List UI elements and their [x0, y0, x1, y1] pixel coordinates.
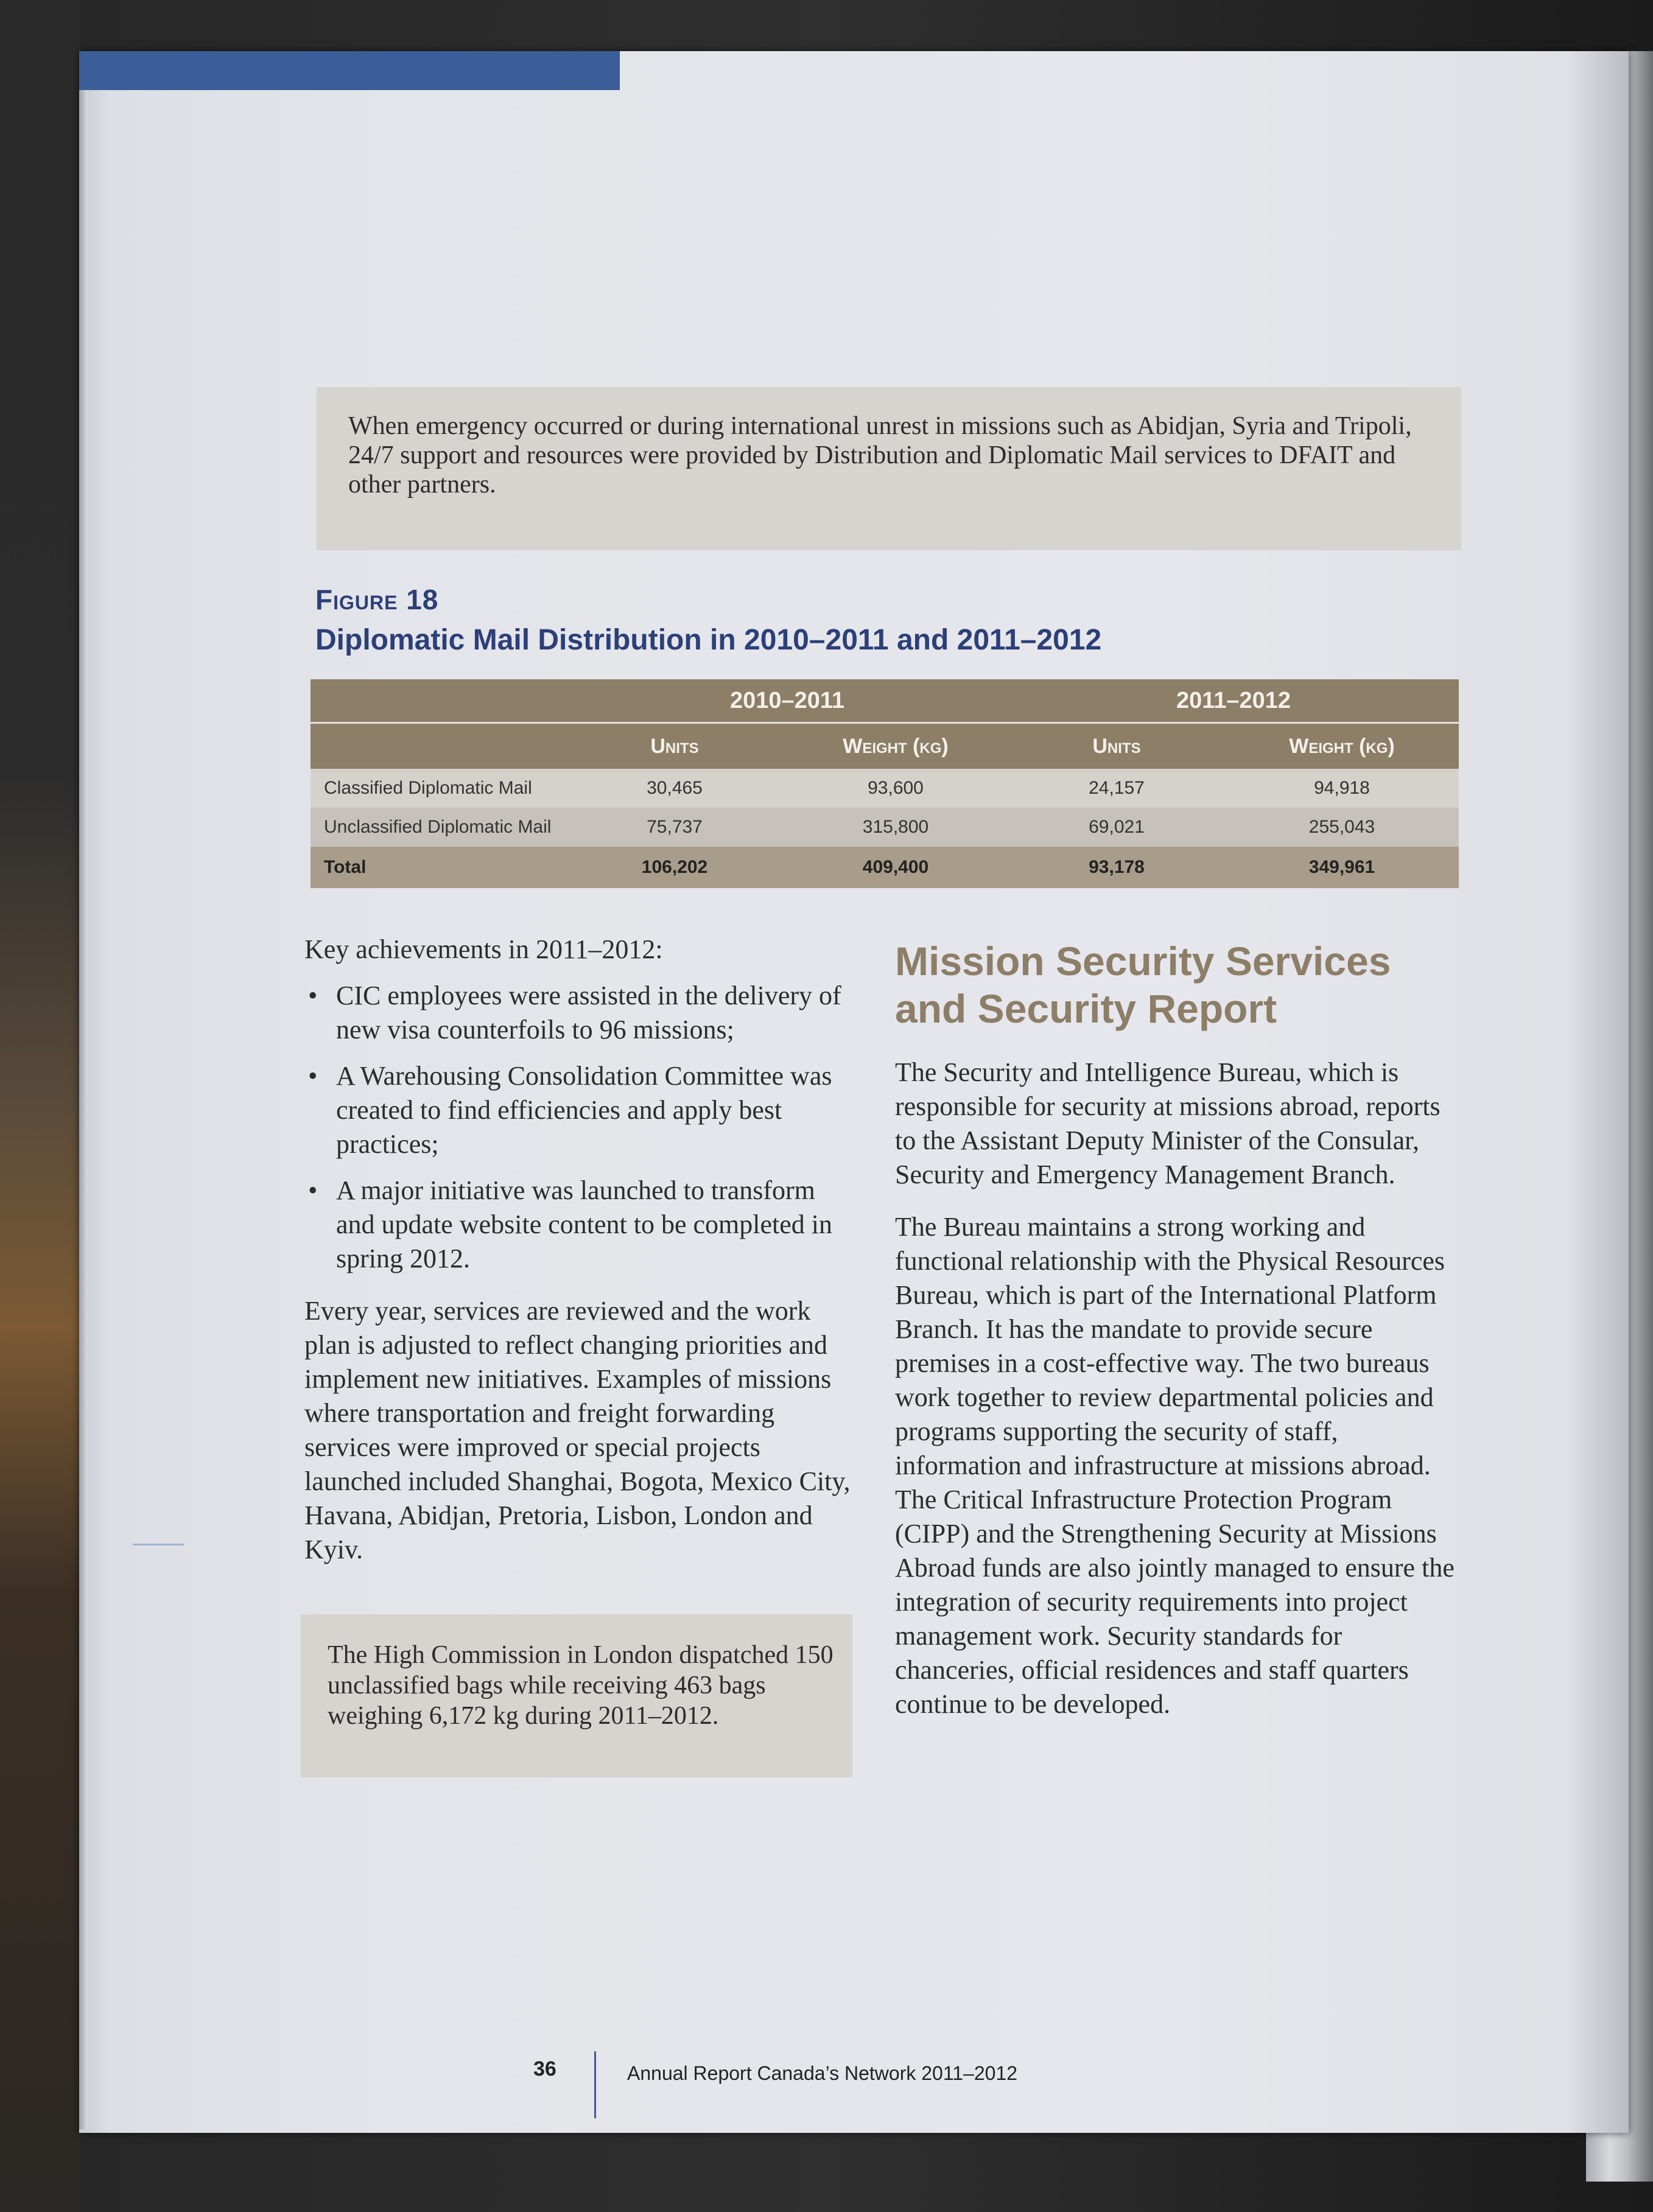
footer-title: Annual Report Canada’s Network 2011–2012	[627, 2062, 1018, 2084]
group-header-2011-2012: 2011–2012	[1008, 679, 1459, 723]
table-row	[311, 808, 1459, 847]
adjacent-page-edge	[0, 0, 80, 2212]
table-cell: 349,961	[1225, 847, 1459, 888]
security-paragraph-1: The Security and Intelligence Bureau, which is responsible for security at missions abroad, reports to the Assistant Deputy Minister of the Consular, Security and Emergency Management Branch.	[895, 1057, 1441, 1189]
list-item-text: A major initiative was launched to transform and update website content to be completed in spring 2012.	[336, 1175, 832, 1273]
row-label: Unclassified Diplomatic Mail	[311, 808, 566, 847]
table-cell: 255,043	[1225, 808, 1459, 847]
table-cell: 24,157	[1008, 769, 1225, 808]
emergency-callout	[317, 387, 1461, 550]
list-item-text: CIC employees were assisted in the delivery of new visa counterfoils to 96 missions;	[336, 981, 841, 1045]
table-cell: 93,600	[783, 769, 1008, 808]
table-row	[311, 769, 1459, 808]
table-cell: 315,800	[783, 808, 1008, 847]
list-item	[304, 1174, 852, 1276]
column-header-weight: Weight (kg)	[1225, 723, 1459, 769]
table-cell: 93,178	[1008, 847, 1225, 888]
table-column-header-row	[311, 723, 1459, 769]
table-cell: 69,021	[1008, 808, 1225, 847]
achievements-intro: Key achievements in 2011–2012:	[304, 934, 663, 964]
table-corner-cell	[311, 723, 566, 769]
table-cell: 106,202	[566, 847, 783, 888]
table-cell: 409,400	[783, 847, 1008, 888]
left-column	[304, 933, 852, 1567]
mail-distribution-table	[311, 679, 1459, 888]
table-corner-cell	[311, 679, 566, 723]
bullet-icon: •	[308, 1061, 318, 1091]
footer-divider	[594, 2051, 596, 2118]
header-color-band	[79, 51, 620, 90]
london-callout	[301, 1614, 852, 1777]
column-header-units: Units	[1008, 723, 1225, 769]
list-item-text: A Warehousing Consolidation Committee was created to find efficiencies and apply best practices;	[336, 1061, 832, 1159]
right-column	[895, 937, 1455, 1721]
page-fold-shadow	[79, 90, 88, 2129]
london-callout-text: The High Commission in London dispatched 150 unclassified bags while receiving 463 bags weighing 6,172 kg during 2011–2012.	[328, 1641, 834, 1730]
table-total-row	[311, 847, 1459, 888]
margin-rule	[133, 1544, 184, 1545]
table-cell: 94,918	[1225, 769, 1459, 808]
table-cell: 75,737	[566, 808, 783, 847]
bullet-icon: •	[308, 981, 318, 1010]
table-group-header-row	[311, 679, 1459, 723]
emergency-callout-text: When emergency occurred or during international unrest in missions such as Abidjan, Syria and Tripoli, 24/7 support and resources were provided by Distribution and Diplomatic Mail services to DFAIT and other partners.	[348, 412, 1412, 499]
figure-title: Diplomatic Mail Distribution in 2010–2011 and 2011–2012	[315, 624, 1102, 656]
figure-label: Figure 18	[315, 584, 439, 615]
bullet-icon: •	[308, 1175, 318, 1205]
table-cell: 30,465	[566, 769, 783, 808]
services-paragraph: Every year, services are reviewed and the work plan is adjusted to reflect changing priorities and implement new initiatives. Examples of missions where transportation and freight forwarding services were improved or special projects launched included Shanghai, Bogota, Mexico City, Havana, Abidjan, Pretoria, Lisbon, London and Kyiv.	[304, 1296, 851, 1564]
security-paragraph-2: The Bureau maintains a strong working and functional relationship with the Physical Resources Bureau, which is part of the International Platform Branch. It has the mandate to provide secure premises in a cost-effective way. The two bureaus work together to review departmental policies and programs supporting the security of staff, information and infrastructure at missions abroad. The Critical Infrastructure Protection Program (CIPP) and the Strengthening Security at Missions Abroad funds are also jointly managed to ensure the integration of security requirements into project management work. Security standards for chanceries, official residences and staff quarters continue to be developed.	[895, 1212, 1455, 1719]
list-item	[304, 979, 852, 1047]
page-number: 36	[533, 2057, 556, 2081]
group-header-2010-2011: 2010–2011	[566, 679, 1008, 723]
column-header-weight: Weight (kg)	[783, 723, 1008, 769]
list-item	[304, 1059, 852, 1161]
column-header-units: Units	[566, 723, 783, 769]
row-label: Total	[311, 847, 566, 888]
achievements-list	[304, 979, 852, 1276]
row-label: Classified Diplomatic Mail	[311, 769, 566, 808]
section-heading: Mission Security Services and Security Report	[895, 939, 1391, 1031]
